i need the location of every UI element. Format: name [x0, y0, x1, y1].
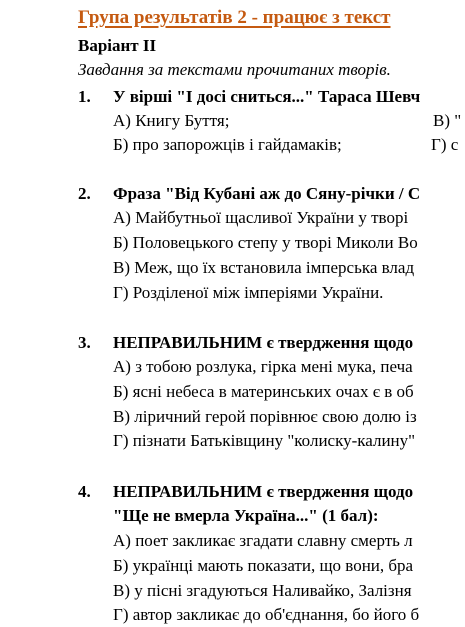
question-4-option-v: В) у пісні згадуються Наливайко, Залізня [113, 581, 412, 600]
question-1-text: У вірші "І досі сниться..." Тараса Шевч [113, 87, 421, 106]
question-2-number: 2. [78, 184, 91, 203]
variant-title: Варіант ІІ [78, 36, 157, 55]
question-3-number: 3. [78, 333, 91, 352]
question-2-text: Фраза "Від Кубані аж до Сяну-річки / С [113, 184, 421, 203]
question-2-option-g: Г) Розділеної між імперіями України. [113, 283, 384, 302]
question-2-option-b: Б) Половецького степу у творі Миколи Во [113, 233, 418, 252]
question-4-number: 4. [78, 482, 91, 501]
question-4-text: НЕПРАВИЛЬНИМ є твердження щодо [113, 482, 414, 501]
question-1-option-b: Б) про запорожців і гайдамаків; [113, 135, 342, 154]
question-4-option-b: Б) українці мають показати, що вони, бра [113, 556, 414, 575]
question-3-option-v: В) ліричний герой порівнює свою долю із [113, 407, 417, 426]
question-1-number: 1. [78, 87, 91, 106]
question-1-option-v: В) " [433, 111, 462, 130]
question-1-option-g: Г) с [431, 135, 459, 154]
question-4-option-g: Г) автор закликає до об'єднання, бо його б [113, 605, 420, 624]
question-3-option-a: А) з тобою розлука, гірка мені мука, печа [113, 357, 413, 376]
question-3-option-b: Б) ясні небеса в материнських очах є в об [113, 382, 414, 401]
question-2-option-v: В) Меж, що їх встановила імперська влад [113, 258, 415, 277]
question-1-option-a: А) Книгу Буття; [113, 111, 230, 130]
question-2-option-a: А) Майбутньої щасливої України у творі [113, 208, 409, 227]
instruction-text: Завдання за текстами прочитаних творів. [78, 60, 391, 79]
question-3-text: НЕПРАВИЛЬНИМ є твердження щодо [113, 333, 414, 352]
question-4-text-line-2: "Ще не вмерла Україна..." (1 бал): [113, 506, 379, 525]
question-3-option-g: Г) пізнати Батьківщину "колиску-калину" [113, 431, 416, 450]
section-heading: Група результатів 2 - працює з текст [78, 7, 391, 28]
question-4-option-a: А) поет закликає згадати славну смерть л [113, 531, 413, 550]
